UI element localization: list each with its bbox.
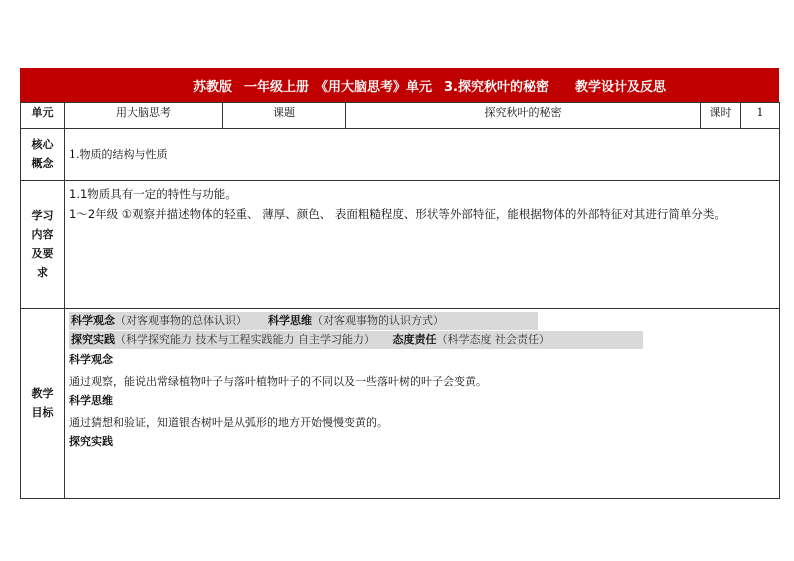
- core-concept-label: 核心 概念: [21, 129, 65, 181]
- lesson-plan-table: [20, 102, 780, 499]
- goals-sec2-text: 通过猜想和验证，知道银杏树叶是从弧形的地方开始慢慢变黄的。: [69, 415, 388, 429]
- topic-value: 探究秋叶的秘密: [346, 103, 701, 129]
- goals-sec3-title: 探究实践: [69, 434, 113, 448]
- learning-label: 学习 内容 及要 求: [21, 181, 65, 309]
- banner-doc-type: 教学设计及反思: [575, 79, 667, 95]
- goals-sec1-title: 科学观念: [69, 352, 113, 366]
- goals-highlight-2: 探究实践（科学探究能力 技术与工程实践能力 自主学习能力） 态度责任（科学态度 社会责任）: [69, 331, 643, 349]
- goals-content: [65, 309, 780, 499]
- unit-label: 单元: [21, 103, 65, 129]
- topic-label: 课题: [223, 103, 346, 129]
- banner-unit: 《用大脑思考》单元: [315, 79, 433, 95]
- period-value: 1: [741, 103, 780, 129]
- learning-row: [21, 181, 780, 309]
- learning-line-1: 1.1物质具有一定的特性与功能。: [69, 187, 237, 201]
- unit-value: 用大脑思考: [65, 103, 223, 129]
- banner-publisher: 苏教版: [192, 79, 232, 95]
- title-banner: [20, 68, 779, 102]
- learning-content: [65, 181, 780, 309]
- goals-sec2-title: 科学思维: [69, 393, 113, 407]
- header-row: [21, 103, 780, 129]
- goals-sec1-text: 通过观察，能说出常绿植物叶子与落叶植物叶子的不同以及一些落叶树的叶子会变黄。: [69, 374, 487, 388]
- period-label: 课时: [701, 103, 741, 129]
- goals-row: [21, 309, 780, 499]
- core-concept-value: 1.物质的结构与性质: [65, 129, 780, 181]
- goals-highlight-1: 科学观念（对客观事物的总体认识） 科学思维（对客观事物的认识方式）: [69, 312, 538, 330]
- goals-label: 教学 目标: [21, 309, 65, 499]
- banner-grade: 一年级上册: [243, 79, 309, 95]
- banner-lesson: 3.探究秋叶的秘密: [444, 79, 549, 95]
- core-concept-row: [21, 129, 780, 181]
- learning-line-2: 1～2年级 ①观察并描述物体的轻重、 薄厚、颜色、 表面粗糙程度、形状等外部特征，能根据物体的外部特征对其进行简单分类。: [69, 206, 726, 221]
